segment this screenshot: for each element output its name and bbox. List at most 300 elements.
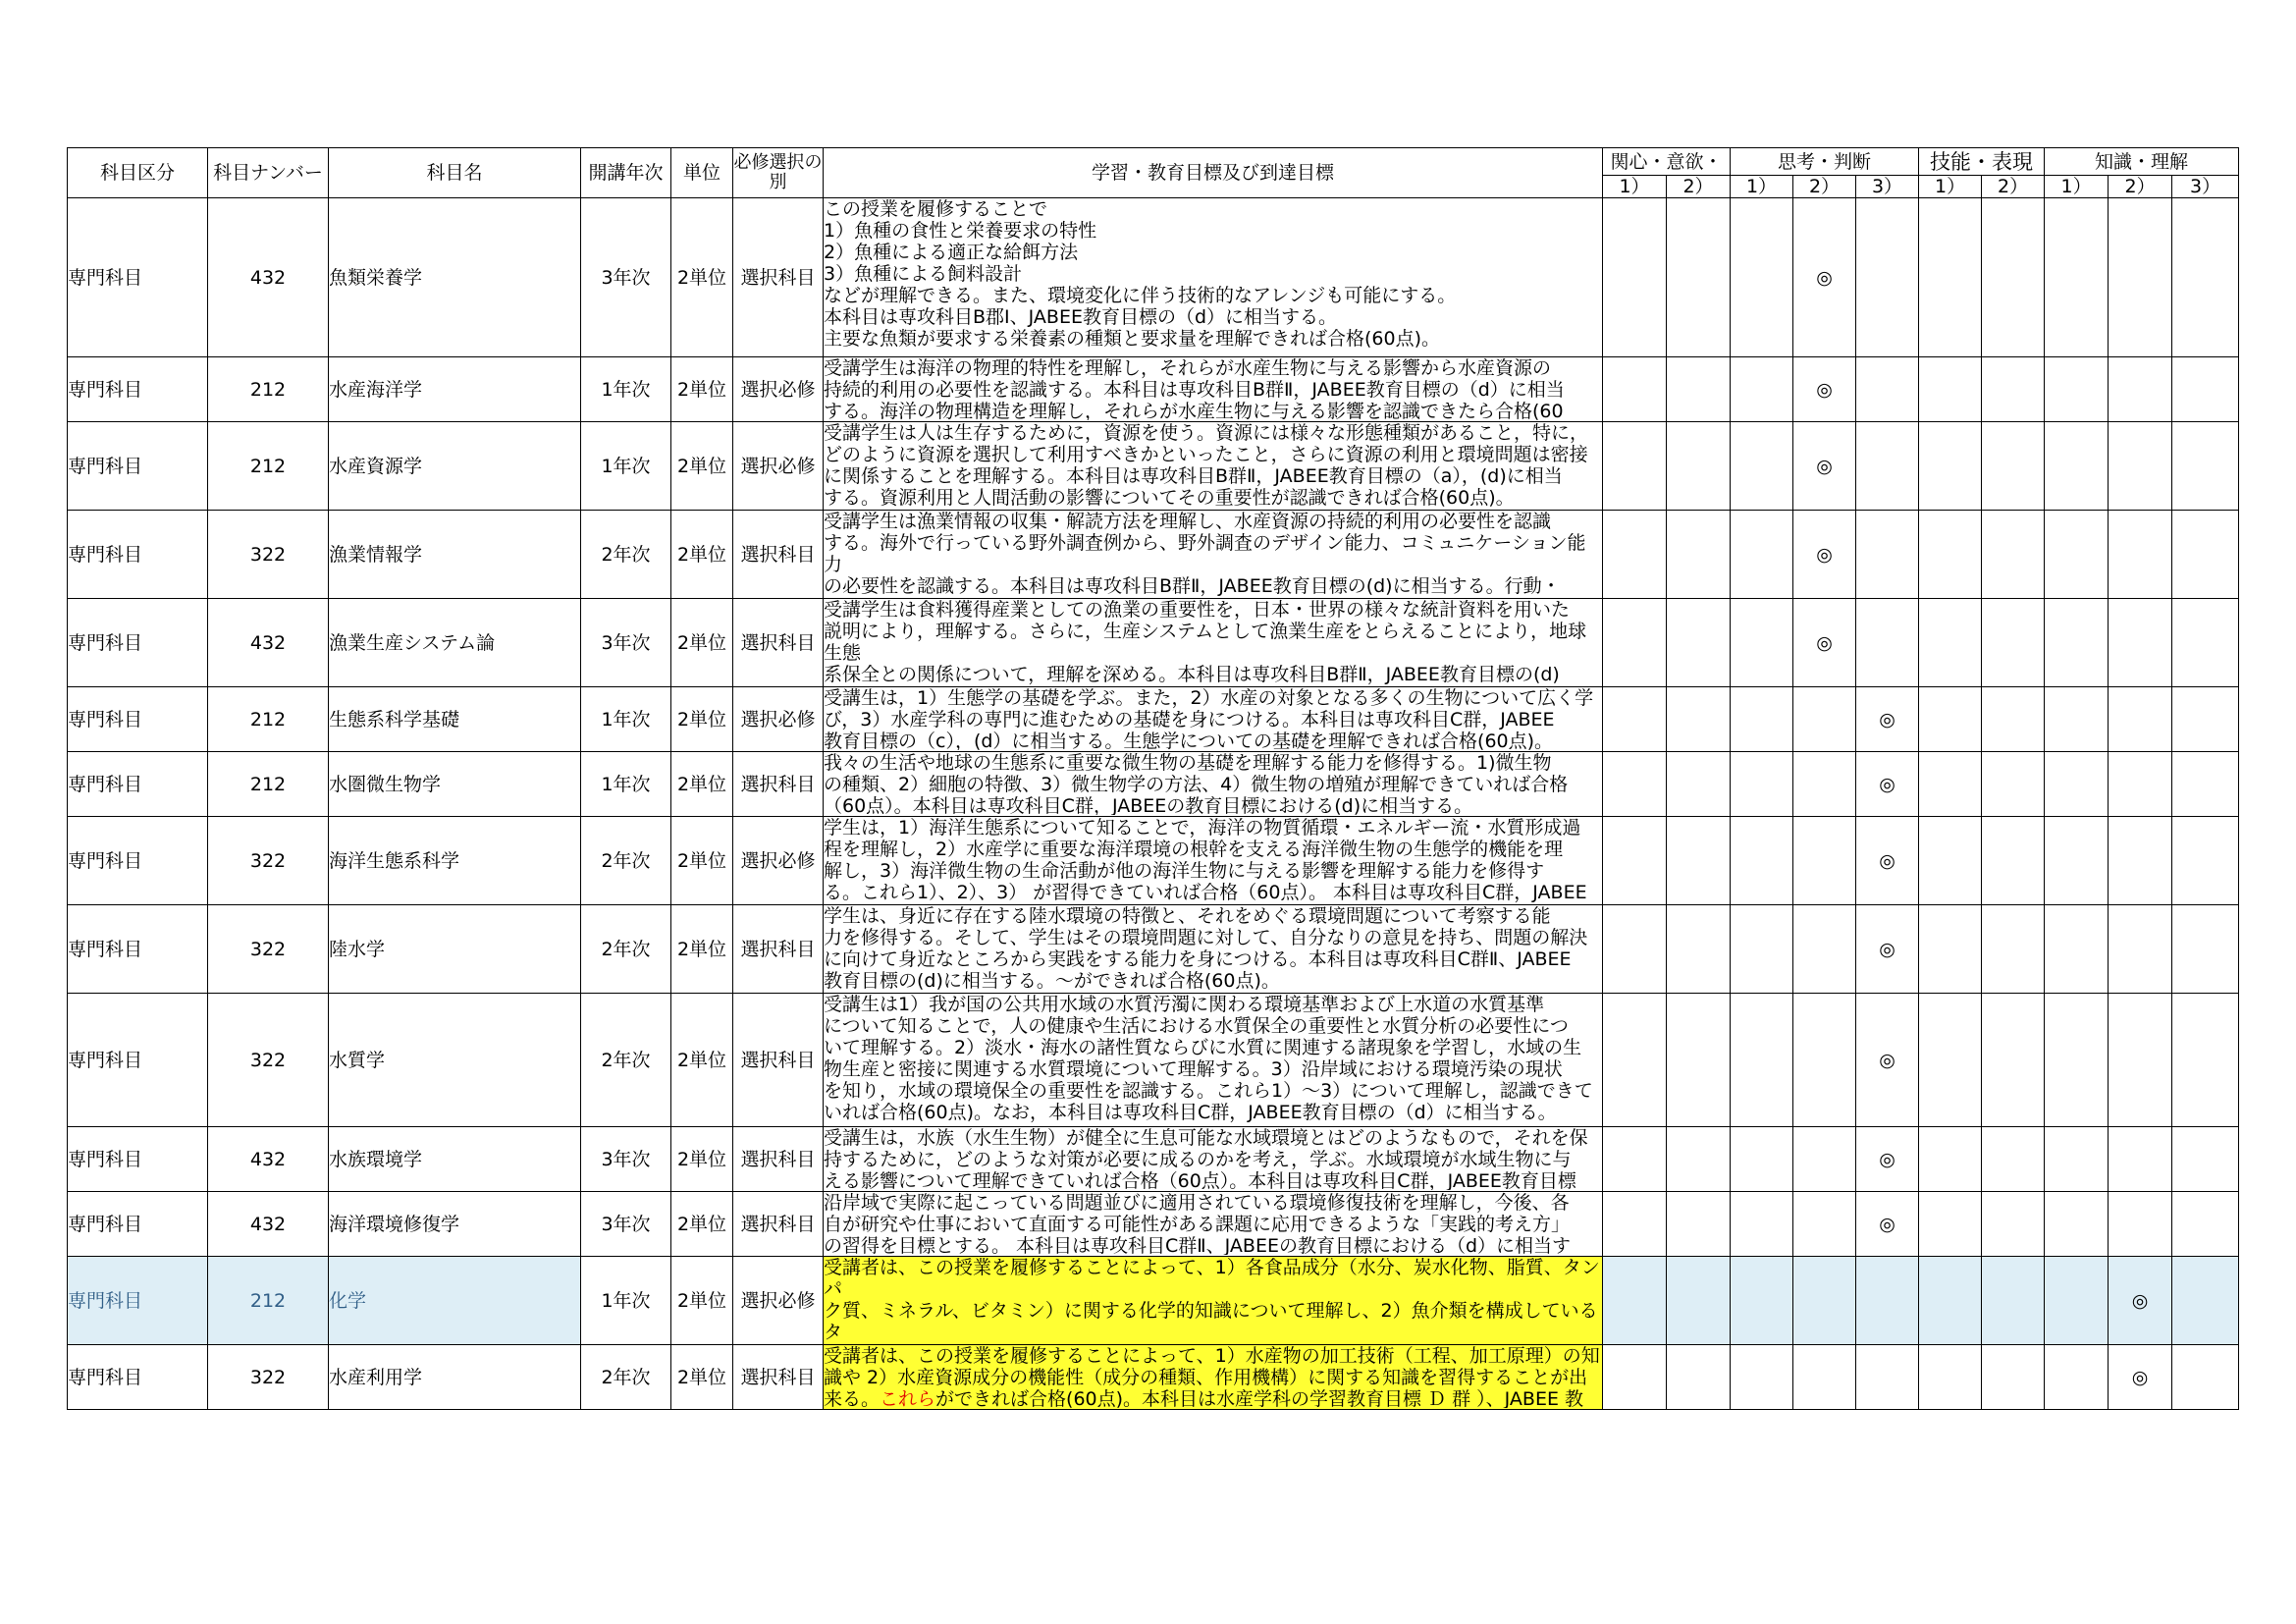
double-circle-mark: ◎	[1816, 543, 1833, 566]
header-sub-9: 3）	[2172, 176, 2239, 198]
table-row	[68, 357, 2239, 422]
subject-number: 432	[208, 599, 329, 687]
subject-number: 212	[208, 687, 329, 752]
subject-category: 専門科目	[68, 422, 208, 511]
evaluation-cell	[2172, 905, 2239, 994]
evaluation-cell	[1793, 198, 1856, 357]
double-circle-mark: ◎	[1816, 631, 1833, 654]
goal-line: する。資源利用と人間活動の影響についてその重要性が認識できれば合格(60点)。	[824, 487, 1515, 509]
evaluation-cell	[1731, 422, 1793, 511]
evaluation-cell	[2045, 752, 2109, 817]
evaluation-cell	[2172, 994, 2239, 1127]
subject-category: 専門科目	[68, 1192, 208, 1257]
evaluation-cell	[2172, 1127, 2239, 1192]
evaluation-cell	[1919, 817, 1982, 905]
goal-line: 自が研究や仕事において直面する可能性がある課題に応用できるような「実践的考え方」	[824, 1214, 1571, 1235]
header-sub-7: 1）	[2045, 176, 2109, 198]
evaluation-cell	[2109, 198, 2172, 357]
table-row	[68, 1345, 2239, 1410]
subject-category: 専門科目	[68, 1127, 208, 1192]
evaluation-cell	[1667, 599, 1731, 687]
subject-category: 専門科目	[68, 687, 208, 752]
evaluation-cell	[1731, 1345, 1793, 1410]
evaluation-cell	[2045, 905, 2109, 994]
goal-line: 来る。これらができれば合格(60点)。本科目は水産学科の学習教育目標 Ｄ 群 ）、JABEE 教	[824, 1388, 1584, 1408]
evaluation-cell	[2045, 687, 2109, 752]
subject-name: 海洋環境修復学	[329, 1192, 581, 1257]
evaluation-cell	[1793, 422, 1856, 511]
evaluation-cell	[1667, 817, 1731, 905]
evaluation-cell	[2172, 1345, 2239, 1410]
goal-line: 受講学生は漁業情報の収集・解読方法を理解し、水産資源の持続的利用の必要性を認識	[824, 511, 1552, 532]
subject-goals	[824, 687, 1603, 752]
evaluation-cell	[2109, 1257, 2172, 1345]
evaluation-cell	[1982, 1345, 2045, 1410]
goal-line: 受講学生は食料獲得産業としての漁業の重要性を，日本・世界の様々な統計資料を用いた	[824, 599, 1571, 621]
subject-name: 陸水学	[329, 905, 581, 994]
evaluation-cell	[1667, 752, 1731, 817]
goal-line: 2）魚種による適正な給餌方法	[824, 242, 1079, 263]
subject-number: 212	[208, 1257, 329, 1345]
goal-line: 受講生は，水族（水生生物）が健全に生息可能な水域環境とはどのようなもので，それを保	[824, 1127, 1588, 1149]
evaluation-cell	[2172, 357, 2239, 422]
evaluation-cell	[1603, 357, 1667, 422]
evaluation-cell	[1919, 1192, 1982, 1257]
subject-unit: 2単位	[671, 357, 733, 422]
header-group-interest: 関心・意欲・	[1603, 148, 1731, 176]
subject-unit: 2単位	[671, 687, 733, 752]
subject-unit: 2単位	[671, 599, 733, 687]
evaluation-cell	[1667, 511, 1731, 599]
subject-year: 3年次	[581, 1192, 671, 1257]
header-sub-6: 2）	[1982, 176, 2045, 198]
evaluation-cell	[1982, 511, 2045, 599]
subject-name: 水産資源学	[329, 422, 581, 511]
evaluation-cell	[1603, 1257, 1667, 1345]
evaluation-cell	[1603, 599, 1667, 687]
evaluation-cell	[2172, 422, 2239, 511]
evaluation-cell	[1603, 817, 1667, 905]
goal-line: び，3）水産学科の専門に進むための基礎を身につける。本科目は専攻科目C群，JABEE	[824, 709, 1555, 731]
goal-line: える影響について理解できていれば合格（60点）。本科目は専攻科目C群，JABEE教育目標	[824, 1170, 1576, 1190]
evaluation-cell	[1793, 599, 1856, 687]
evaluation-cell	[1982, 422, 2045, 511]
evaluation-cell	[1793, 1345, 1856, 1410]
table-row	[68, 599, 2239, 687]
evaluation-cell	[1793, 1192, 1856, 1257]
goal-line: 力を修得する。そして、学生はその環境問題に対して、自分なりの意見を持ち、問題の解決	[824, 927, 1588, 948]
header-sub-8: 2）	[2109, 176, 2172, 198]
evaluation-cell	[1731, 994, 1793, 1127]
evaluation-cell	[1603, 422, 1667, 511]
evaluation-cell	[1731, 817, 1793, 905]
table-row	[68, 817, 2239, 905]
subject-unit: 2単位	[671, 905, 733, 994]
subject-goals	[824, 1345, 1603, 1410]
subject-number: 212	[208, 752, 329, 817]
goal-line: 本科目は専攻科目B郡Ⅰ、JABEE教育目標の（d）に相当する。	[824, 306, 1338, 328]
evaluation-cell	[1856, 599, 1919, 687]
evaluation-cell	[1919, 905, 1982, 994]
header-group-thinking: 思考・判断	[1731, 148, 1919, 176]
evaluation-cell	[1856, 905, 1919, 994]
evaluation-cell	[2172, 752, 2239, 817]
evaluation-cell	[1731, 752, 1793, 817]
subject-category: 専門科目	[68, 357, 208, 422]
evaluation-cell	[1667, 994, 1731, 1127]
evaluation-cell	[1856, 994, 1919, 1127]
goal-line: の種類、2）細胞の特徴、3）微生物学の方法、4）微生物の増殖が理解できていれば合格	[824, 774, 1569, 795]
subject-name: 水質学	[329, 994, 581, 1127]
evaluation-cell	[2109, 994, 2172, 1127]
goal-line: 解し，3）海洋微生物の生命活動が他の海洋生物に与える影響を理解する能力を修得す	[824, 860, 1545, 882]
evaluation-cell	[1731, 1192, 1793, 1257]
evaluation-cell	[1919, 1345, 1982, 1410]
double-circle-mark: ◎	[1816, 455, 1833, 477]
subject-year: 1年次	[581, 687, 671, 752]
subject-number: 322	[208, 511, 329, 599]
subject-number: 212	[208, 357, 329, 422]
evaluation-cell	[2109, 905, 2172, 994]
evaluation-cell	[1667, 1257, 1731, 1345]
evaluation-cell	[1731, 198, 1793, 357]
evaluation-cell	[1793, 1127, 1856, 1192]
evaluation-cell	[2109, 1127, 2172, 1192]
subject-name: 魚類栄養学	[329, 198, 581, 357]
goal-line: 教育目標の（c），(d）に相当する。生態学についての基礎を理解できれば合格(60点)。	[824, 731, 1554, 750]
goal-line: する。海洋の物理構造を理解し，それらが水産生物に与える影響を認識できたら合格(60	[824, 401, 1564, 420]
evaluation-cell	[1982, 994, 2045, 1127]
table-row	[68, 511, 2239, 599]
evaluation-cell	[1793, 1257, 1856, 1345]
subject-year: 2年次	[581, 1345, 671, 1410]
double-circle-mark: ◎	[1879, 1213, 1896, 1235]
evaluation-cell	[1793, 994, 1856, 1127]
evaluation-cell	[2172, 511, 2239, 599]
evaluation-cell	[1667, 905, 1731, 994]
evaluation-cell	[2045, 357, 2109, 422]
subject-required: 選択科目	[733, 994, 824, 1127]
goal-line: 学生は、身近に存在する陸水環境の特徴と、それをめぐる環境問題について考察する能	[824, 905, 1551, 927]
evaluation-cell	[1667, 687, 1731, 752]
evaluation-cell	[1603, 994, 1667, 1127]
evaluation-cell	[2109, 687, 2172, 752]
evaluation-cell	[1603, 198, 1667, 357]
subject-goals	[824, 198, 1603, 357]
evaluation-cell	[1982, 599, 2045, 687]
evaluation-cell	[1667, 422, 1731, 511]
subject-goals	[824, 994, 1603, 1127]
goal-line: などが理解できる。また、環境変化に伴う技術的なアレンジも可能にする。	[824, 285, 1457, 306]
evaluation-cell	[1982, 752, 2045, 817]
header-number: 科目ナンバー	[208, 148, 329, 198]
goal-line: いれば合格(60点)。なお，本科目は専攻科目C群，JABEE教育目標の（d）に相当する。	[824, 1102, 1557, 1123]
goal-line: 系保全との関係について，理解を深める。本科目は専攻科目B群Ⅱ，JABEE教育目標の(d)	[824, 664, 1560, 685]
table-row	[68, 994, 2239, 1127]
subject-required: 選択科目	[733, 905, 824, 994]
evaluation-cell	[1919, 357, 1982, 422]
goal-line: に向けて身近なところから実践をする能力を身につける。本科目は専攻科目C群Ⅱ、JABEE	[824, 948, 1572, 970]
goal-line: に関係することを理解する。本科目は専攻科目B群Ⅱ，JABEE教育目標の（a），(d)に相当	[824, 465, 1563, 487]
subject-year: 3年次	[581, 198, 671, 357]
evaluation-cell	[1793, 511, 1856, 599]
subject-category: 専門科目	[68, 599, 208, 687]
subject-required: 選択科目	[733, 1192, 824, 1257]
subject-unit: 2単位	[671, 511, 733, 599]
subject-name: 漁業生産システム論	[329, 599, 581, 687]
evaluation-cell	[1731, 1127, 1793, 1192]
evaluation-cell	[1731, 1257, 1793, 1345]
subject-required: 選択科目	[733, 511, 824, 599]
subject-goals	[824, 905, 1603, 994]
goal-line: 受講者は、この授業を履修することによって、1）各食品成分（水分、炭水化物、脂質、タンパ	[824, 1257, 1600, 1300]
header-group-skill: 技能・表現	[1919, 148, 2045, 176]
subject-goals	[824, 1127, 1603, 1192]
evaluation-cell	[1856, 511, 1919, 599]
subject-unit: 2単位	[671, 994, 733, 1127]
evaluation-cell	[2045, 1257, 2109, 1345]
subject-unit: 2単位	[671, 817, 733, 905]
evaluation-cell	[1919, 599, 1982, 687]
double-circle-mark: ◎	[1879, 1148, 1896, 1170]
subject-required: 選択科目	[733, 1127, 824, 1192]
table-row	[68, 1127, 2239, 1192]
subject-year: 3年次	[581, 1127, 671, 1192]
table-row	[68, 1257, 2239, 1345]
subject-goals	[824, 511, 1603, 599]
subject-name: 水産海洋学	[329, 357, 581, 422]
evaluation-cell	[1982, 905, 2045, 994]
evaluation-cell	[1603, 752, 1667, 817]
evaluation-cell	[2045, 994, 2109, 1127]
subject-number: 322	[208, 817, 329, 905]
double-circle-mark: ◎	[1816, 378, 1833, 401]
goal-line: 受講者は、この授業を履修することによって、1）水産物の加工技術（工程、加工原理）の知	[824, 1345, 1600, 1367]
goal-line: 程を理解し，2）水産学に重要な海洋環境の根幹を支える海洋微生物の生態学的機能を理	[824, 839, 1564, 860]
subject-category: 専門科目	[68, 511, 208, 599]
header-sub-5: 1）	[1919, 176, 1982, 198]
evaluation-cell	[1919, 752, 1982, 817]
evaluation-cell	[2045, 817, 2109, 905]
header-unit: 単位	[671, 148, 733, 198]
goal-line: 受講学生は海洋の物理的特性を理解し，それらが水産生物に与える影響から水産資源の	[824, 357, 1552, 379]
table-row	[68, 198, 2239, 357]
subject-required: 選択科目	[733, 1345, 824, 1410]
evaluation-cell	[1603, 687, 1667, 752]
goal-line: この授業を履修することで	[824, 198, 1048, 220]
subject-name: 漁業情報学	[329, 511, 581, 599]
subject-name: 化学	[329, 1257, 581, 1345]
goal-line: について知ることで，人の健康や生活における水質保全の重要性と水質分析の必要性につ	[824, 1015, 1569, 1037]
subject-category: 専門科目	[68, 752, 208, 817]
subject-year: 1年次	[581, 357, 671, 422]
subject-name: 海洋生態系科学	[329, 817, 581, 905]
double-circle-mark: ◎	[1879, 1049, 1896, 1071]
subject-number: 432	[208, 198, 329, 357]
goal-line: 持続的利用の必要性を認識する。本科目は専攻科目B群Ⅱ，JABEE教育目標の（d）に相当	[824, 379, 1565, 401]
evaluation-cell	[1793, 752, 1856, 817]
evaluation-cell	[1982, 357, 2045, 422]
evaluation-cell	[1856, 357, 1919, 422]
goal-line: 我々の生活や地球の生態系に重要な微生物の基礎を理解する能力を修得する。1)微生物	[824, 752, 1552, 774]
evaluation-cell	[1856, 752, 1919, 817]
subject-category: 専門科目	[68, 198, 208, 357]
subject-number: 322	[208, 994, 329, 1127]
evaluation-cell	[1919, 994, 1982, 1127]
evaluation-cell	[1919, 511, 1982, 599]
subject-required: 選択必修	[733, 357, 824, 422]
evaluation-cell	[1603, 905, 1667, 994]
evaluation-cell	[1982, 1127, 2045, 1192]
evaluation-cell	[2109, 1345, 2172, 1410]
evaluation-cell	[1919, 198, 1982, 357]
goal-line: 物生産と密接に関連する水質環境について理解する。3）沿岸域における環境汚染の現状	[824, 1058, 1563, 1080]
evaluation-cell	[2045, 1345, 2109, 1410]
evaluation-cell	[1667, 1192, 1731, 1257]
evaluation-cell	[2045, 511, 2109, 599]
evaluation-cell	[2045, 198, 2109, 357]
subject-number: 432	[208, 1127, 329, 1192]
subject-year: 1年次	[581, 1257, 671, 1345]
goal-line: 教育目標の(d)に相当する。～ができれば合格(60点)。	[824, 970, 1280, 992]
evaluation-cell	[1982, 1192, 2045, 1257]
evaluation-cell	[1603, 1127, 1667, 1192]
double-circle-mark: ◎	[1879, 773, 1896, 795]
evaluation-cell	[2172, 1192, 2239, 1257]
subject-category: 専門科目	[68, 994, 208, 1127]
evaluation-cell	[2045, 1192, 2109, 1257]
evaluation-cell	[1856, 817, 1919, 905]
evaluation-cell	[1856, 1257, 1919, 1345]
table-row	[68, 752, 2239, 817]
table-row	[68, 905, 2239, 994]
evaluation-cell	[2109, 1192, 2172, 1257]
evaluation-cell	[2045, 1127, 2109, 1192]
goal-line: （60点）。本科目は専攻科目C群，JABEEの教育目標における(d)に相当する。	[824, 795, 1473, 815]
double-circle-mark: ◎	[2131, 1289, 2149, 1312]
evaluation-cell	[1793, 817, 1856, 905]
header-category: 科目区分	[68, 148, 208, 198]
subject-required: 選択必修	[733, 422, 824, 511]
header-goals: 学習・教育目標及び到達目標	[824, 148, 1603, 198]
curriculum-table	[67, 147, 2239, 1410]
goal-line: を知り，水域の環境保全の重要性を認識する。これら1）～3）について理解し，認識できて	[824, 1080, 1593, 1102]
evaluation-cell	[1731, 599, 1793, 687]
evaluation-cell	[1856, 1192, 1919, 1257]
evaluation-cell	[2109, 599, 2172, 687]
subject-year: 1年次	[581, 752, 671, 817]
subject-year: 1年次	[581, 422, 671, 511]
goal-line: 学生は，1）海洋生態系について知ることで，海洋の物質循環・エネルギー流・水質形成過	[824, 817, 1581, 839]
header-year: 開講年次	[581, 148, 671, 198]
subject-unit: 2単位	[671, 422, 733, 511]
evaluation-cell	[1856, 687, 1919, 752]
evaluation-cell	[1793, 905, 1856, 994]
subject-required: 選択必修	[733, 817, 824, 905]
goal-line: どのように資源を選択して利用すべきかといったこと，さらに資源の利用と環境問題は密接	[824, 444, 1588, 465]
subject-number: 212	[208, 422, 329, 511]
evaluation-cell	[1856, 1345, 1919, 1410]
goal-line: 識や 2）水産資源成分の機能性（成分の種類、作用機構）に関する知識を習得することが出	[824, 1367, 1588, 1388]
subject-category: 専門科目	[68, 1345, 208, 1410]
evaluation-cell	[2109, 511, 2172, 599]
subject-goals	[824, 1192, 1603, 1257]
subject-category: 専門科目	[68, 1257, 208, 1345]
evaluation-cell	[2109, 817, 2172, 905]
evaluation-cell	[1982, 687, 2045, 752]
evaluation-cell	[2109, 422, 2172, 511]
subject-required: 選択科目	[733, 198, 824, 357]
goal-line: 受講生は，1）生態学の基礎を学ぶ。また，2）水産の対象となる多くの生物について広く学	[824, 687, 1594, 709]
header-sub-0: 1）	[1603, 176, 1667, 198]
subject-required: 選択必修	[733, 687, 824, 752]
evaluation-cell	[2172, 1257, 2239, 1345]
subject-year: 2年次	[581, 905, 671, 994]
header-sub-1: 2）	[1667, 176, 1731, 198]
header-sub-4: 3）	[1856, 176, 1919, 198]
subject-year: 2年次	[581, 994, 671, 1127]
double-circle-mark: ◎	[1879, 849, 1896, 872]
double-circle-mark: ◎	[1816, 266, 1833, 289]
double-circle-mark: ◎	[1879, 708, 1896, 731]
evaluation-cell	[1603, 1345, 1667, 1410]
subject-name: 生態系科学基礎	[329, 687, 581, 752]
table-row	[68, 687, 2239, 752]
evaluation-cell	[2045, 599, 2109, 687]
goal-line: の習得を目標とする。 本科目は専攻科目C群Ⅱ、JABEEの教育目標における（d）に相当す	[824, 1235, 1572, 1255]
evaluation-cell	[1603, 1192, 1667, 1257]
goal-line: いて理解する。2）淡水・海水の諸性質ならびに水質に関連する諸現象を学習し，水域の生	[824, 1037, 1582, 1058]
evaluation-cell	[2172, 687, 2239, 752]
subject-unit: 2単位	[671, 1345, 733, 1410]
goal-line: 持するために，どのような対策が必要に成るのかを考え，学ぶ。水域環境が水域生物に与	[824, 1149, 1572, 1170]
subject-category: 専門科目	[68, 817, 208, 905]
evaluation-cell	[1793, 687, 1856, 752]
double-circle-mark: ◎	[1879, 938, 1896, 960]
header-required: 必修選択の別	[733, 148, 824, 198]
subject-unit: 2単位	[671, 1257, 733, 1345]
goal-line: 受講学生は人は生存するために，資源を使う。資源には様々な形態種類があること，特に，	[824, 422, 1589, 444]
subject-goals	[824, 422, 1603, 511]
header-sub-3: 2）	[1793, 176, 1856, 198]
evaluation-cell	[1856, 1127, 1919, 1192]
evaluation-cell	[1982, 817, 2045, 905]
subject-year: 2年次	[581, 817, 671, 905]
evaluation-cell	[2172, 599, 2239, 687]
evaluation-cell	[2109, 752, 2172, 817]
goal-line: る。これら1）、2）、3） が習得できていれば合格（60点）。 本科目は専攻科目C群，JABEE	[824, 882, 1587, 903]
evaluation-cell	[1919, 1257, 1982, 1345]
evaluation-cell	[2172, 817, 2239, 905]
evaluation-cell	[1982, 1257, 2045, 1345]
evaluation-cell	[1603, 511, 1667, 599]
subject-year: 2年次	[581, 511, 671, 599]
evaluation-cell	[1793, 357, 1856, 422]
subject-unit: 2単位	[671, 198, 733, 357]
subject-required: 選択必修	[733, 1257, 824, 1345]
subject-goals	[824, 357, 1603, 422]
goal-line: の必要性を認識する。本科目は専攻科目B群Ⅱ，JABEE教育目標の(d)に相当する。行動・	[824, 575, 1561, 597]
subject-number: 322	[208, 905, 329, 994]
goal-line: 受講生は1）我が国の公共用水域の水質汚濁に関わる環境基準および上水道の水質基準	[824, 994, 1545, 1015]
subject-name: 水圏微生物学	[329, 752, 581, 817]
evaluation-cell	[1667, 198, 1731, 357]
header-name: 科目名	[329, 148, 581, 198]
goal-line: する。海外で行っている野外調査例から、野外調査のデザイン能力、コミュニケーション能力	[824, 532, 1586, 575]
subject-year: 3年次	[581, 599, 671, 687]
evaluation-cell	[1731, 357, 1793, 422]
subject-unit: 2単位	[671, 1192, 733, 1257]
